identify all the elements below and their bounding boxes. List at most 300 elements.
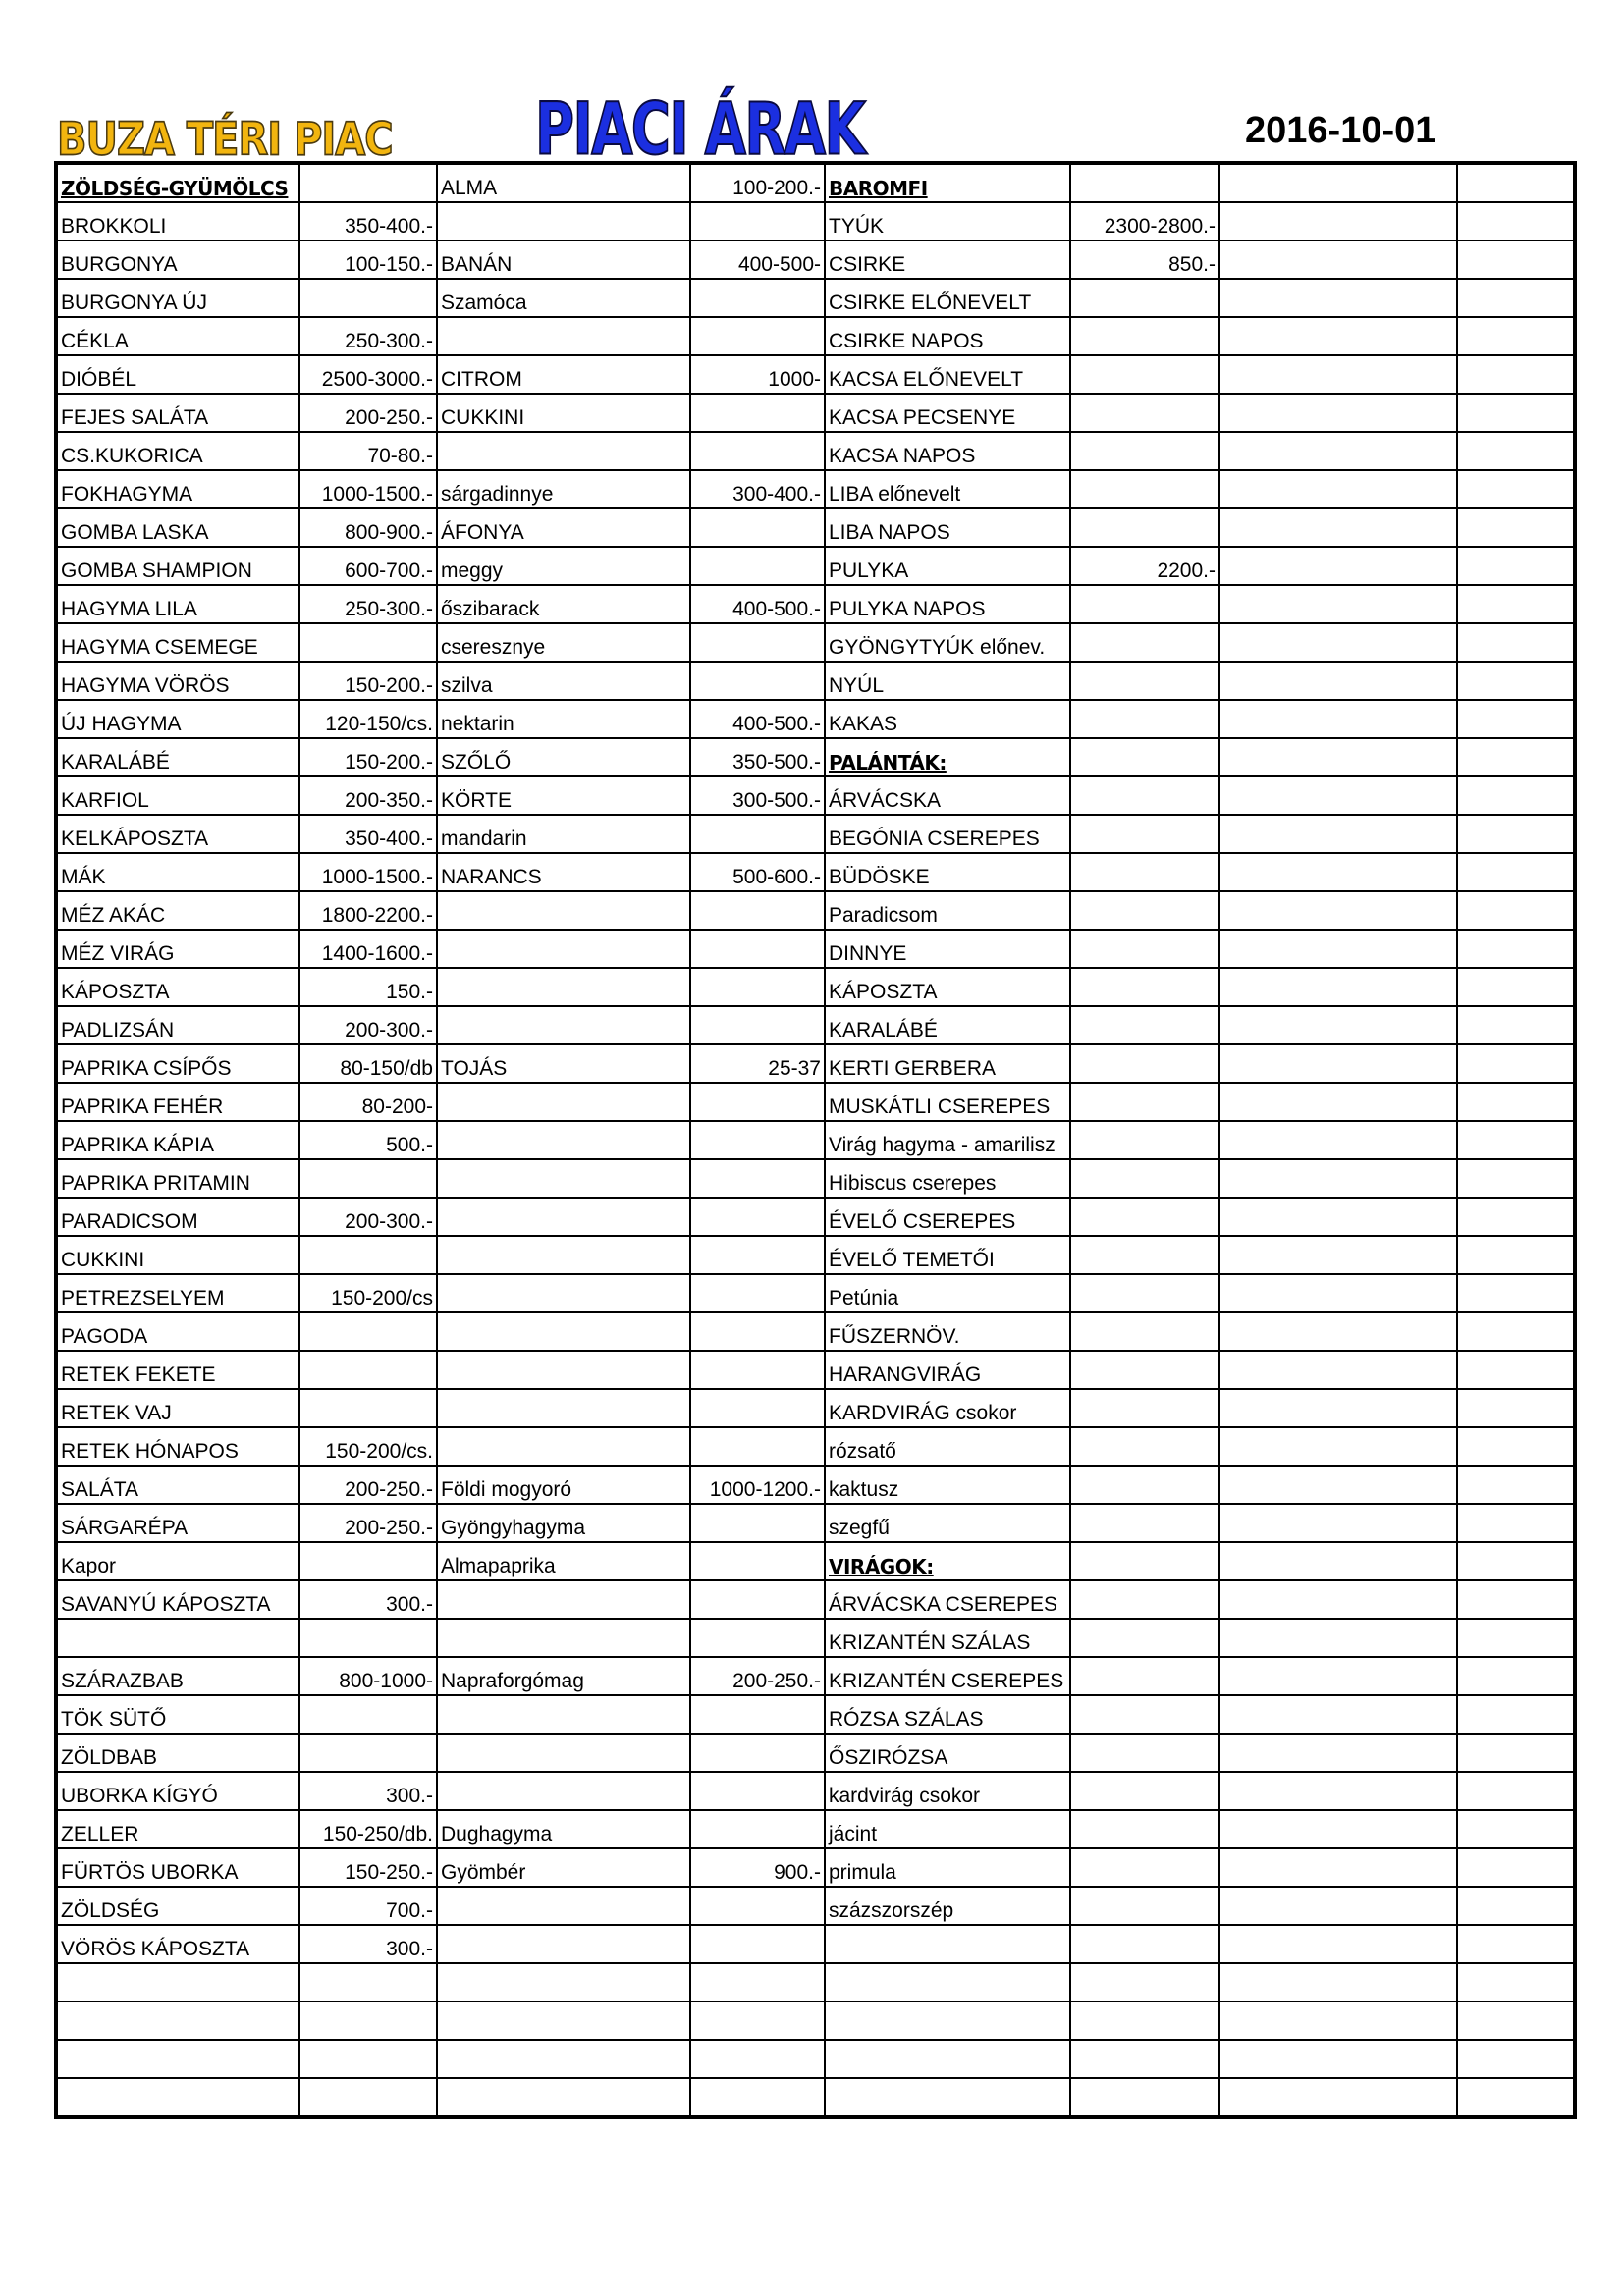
- price-cell: [1070, 1159, 1219, 1198]
- price-cell: [690, 2078, 825, 2117]
- price-cell: [1457, 1657, 1575, 1695]
- price-cell: [1070, 1772, 1219, 1810]
- item-name-cell: [825, 2078, 1070, 2117]
- item-name-cell: [437, 1963, 690, 2002]
- price-cell: [690, 662, 825, 700]
- table-row: [56, 1772, 1575, 1810]
- item-name-cell: BANÁN: [437, 240, 690, 279]
- item-name-cell: BURGONYA: [56, 240, 299, 279]
- table-row: [56, 1657, 1575, 1695]
- price-cell: 80-150/db: [299, 1044, 437, 1083]
- price-cell: [299, 1389, 437, 1427]
- price-cell: [1070, 1312, 1219, 1351]
- item-name-cell: ÉVELŐ CSEREPES: [825, 1198, 1070, 1236]
- item-name-cell: [1219, 1504, 1457, 1542]
- price-cell: 600-700.-: [299, 547, 437, 585]
- item-name-cell: [1219, 163, 1457, 202]
- item-name-cell: cseresznye: [437, 623, 690, 662]
- item-name-cell: [1219, 1925, 1457, 1963]
- item-name-cell: [1219, 1274, 1457, 1312]
- item-name-cell: szilva: [437, 662, 690, 700]
- item-name-cell: [437, 1274, 690, 1312]
- item-name-cell: [1219, 1848, 1457, 1887]
- price-cell: 350-400.-: [299, 815, 437, 853]
- price-cell: [1070, 1810, 1219, 1848]
- price-cell: 120-150/cs.: [299, 700, 437, 738]
- item-name-cell: [1219, 930, 1457, 968]
- price-cell: [1457, 623, 1575, 662]
- item-name-cell: [1219, 470, 1457, 508]
- table-row: [56, 776, 1575, 815]
- item-name-cell: [437, 930, 690, 968]
- item-name-cell: ÉVELŐ TEMETŐI: [825, 1236, 1070, 1274]
- price-cell: 1000-1500.-: [299, 470, 437, 508]
- price-cell: [1457, 1044, 1575, 1083]
- item-name-cell: CSIRKE: [825, 240, 1070, 279]
- price-cell: 150-250.-: [299, 1848, 437, 1887]
- item-name-cell: LIBA előnevelt: [825, 470, 1070, 508]
- price-cell: [1457, 2078, 1575, 2117]
- price-cell: [690, 202, 825, 240]
- price-cell: [1070, 776, 1219, 815]
- price-cell: [299, 1963, 437, 2002]
- table-row: [56, 815, 1575, 853]
- price-cell: [1457, 1274, 1575, 1312]
- table-row: [56, 1389, 1575, 1427]
- price-cell: [1070, 1619, 1219, 1657]
- price-cell: [690, 1427, 825, 1466]
- item-name-cell: [1219, 355, 1457, 394]
- price-cell: [1070, 1274, 1219, 1312]
- page-title: PIACI ÁRAK: [535, 86, 865, 172]
- table-row: [56, 470, 1575, 508]
- item-name-cell: ZÖLDBAB: [56, 1734, 299, 1772]
- price-cell: [299, 163, 437, 202]
- item-name-cell: Hibiscus cserepes: [825, 1159, 1070, 1198]
- item-name-cell: [56, 2078, 299, 2117]
- item-name-cell: [1219, 1198, 1457, 1236]
- price-cell: [299, 1542, 437, 1580]
- price-cell: [690, 1734, 825, 1772]
- price-cell: 500.-: [299, 1121, 437, 1159]
- price-cell: [1070, 968, 1219, 1006]
- price-cell: [1457, 1542, 1575, 1580]
- price-cell: [1457, 2002, 1575, 2040]
- table-row: [56, 1198, 1575, 1236]
- price-cell: [690, 1312, 825, 1351]
- price-cell: [1457, 1925, 1575, 1963]
- price-cell: 300.-: [299, 1772, 437, 1810]
- price-cell: 100-150.-: [299, 240, 437, 279]
- item-name-cell: [1219, 776, 1457, 815]
- item-name-cell: [1219, 1466, 1457, 1504]
- item-name-cell: TYÚK: [825, 202, 1070, 240]
- item-name-cell: [1219, 1772, 1457, 1810]
- item-name-cell: MÁK: [56, 853, 299, 891]
- price-cell: [1070, 1006, 1219, 1044]
- item-name-cell: FEJES SALÁTA: [56, 394, 299, 432]
- price-cell: [1070, 355, 1219, 394]
- price-cell: 150-200.-: [299, 662, 437, 700]
- item-name-cell: [1219, 623, 1457, 662]
- item-name-cell: [437, 1236, 690, 1274]
- table-row: [56, 968, 1575, 1006]
- item-name-cell: [1219, 1312, 1457, 1351]
- table-row: [56, 2002, 1575, 2040]
- item-name-cell: ÁRVÁCSKA CSEREPES: [825, 1580, 1070, 1619]
- price-cell: [690, 1695, 825, 1734]
- price-cell: 900.-: [690, 1848, 825, 1887]
- item-name-cell: sárgadinnye: [437, 470, 690, 508]
- price-cell: [1457, 585, 1575, 623]
- price-cell: 150.-: [299, 968, 437, 1006]
- item-name-cell: [1219, 1657, 1457, 1695]
- item-name-cell: [1219, 700, 1457, 738]
- item-name-cell: [1219, 1044, 1457, 1083]
- item-name-cell: [437, 1734, 690, 1772]
- price-cell: [1457, 891, 1575, 930]
- price-cell: [690, 1198, 825, 1236]
- item-name-cell: [56, 1963, 299, 2002]
- price-cell: [690, 623, 825, 662]
- table-row: [56, 279, 1575, 317]
- item-name-cell: KELKÁPOSZTA: [56, 815, 299, 853]
- item-name-cell: [1219, 1083, 1457, 1121]
- price-cell: [1457, 1236, 1575, 1274]
- price-cell: [690, 1963, 825, 2002]
- item-name-cell: [437, 317, 690, 355]
- price-cell: [1457, 776, 1575, 815]
- table-row: [56, 853, 1575, 891]
- price-cell: 1000-1200.-: [690, 1466, 825, 1504]
- item-name-cell: [56, 1619, 299, 1657]
- price-cell: [1457, 1887, 1575, 1925]
- price-cell: 200-300.-: [299, 1198, 437, 1236]
- item-name-cell: [437, 1159, 690, 1198]
- table-row: [56, 891, 1575, 930]
- price-cell: [1070, 317, 1219, 355]
- price-cell: [1457, 1619, 1575, 1657]
- item-name-cell: [437, 1427, 690, 1466]
- price-cell: 400-500-: [690, 240, 825, 279]
- price-cell: [1070, 1466, 1219, 1504]
- item-name-cell: KACSA NAPOS: [825, 432, 1070, 470]
- item-name-cell: jácint: [825, 1810, 1070, 1848]
- price-date: 2016-10-01: [1245, 110, 1436, 151]
- price-cell: 2300-2800.-: [1070, 202, 1219, 240]
- item-name-cell: meggy: [437, 547, 690, 585]
- item-name-cell: KÖRTE: [437, 776, 690, 815]
- price-cell: [1457, 1963, 1575, 2002]
- price-cell: [690, 1236, 825, 1274]
- price-cell: [1457, 317, 1575, 355]
- table-row: [56, 1695, 1575, 1734]
- table-row: [56, 1542, 1575, 1580]
- table-row: [56, 930, 1575, 968]
- price-cell: [299, 623, 437, 662]
- table-row: [56, 432, 1575, 470]
- price-cell: [1457, 1121, 1575, 1159]
- price-cell: [1070, 1351, 1219, 1389]
- item-name-cell: [1219, 1159, 1457, 1198]
- price-cell: 1800-2200.-: [299, 891, 437, 930]
- price-cell: [690, 317, 825, 355]
- item-name-cell: PAPRIKA KÁPIA: [56, 1121, 299, 1159]
- price-cell: [1070, 1083, 1219, 1121]
- section-heading: PALÁNTÁK:: [825, 738, 1070, 776]
- table-row: [56, 1427, 1575, 1466]
- price-cell: 400-500.-: [690, 585, 825, 623]
- item-name-cell: KRIZANTÉN CSEREPES: [825, 1657, 1070, 1695]
- item-name-cell: [1219, 968, 1457, 1006]
- table-row: [56, 662, 1575, 700]
- item-name-cell: [437, 1887, 690, 1925]
- price-cell: [1070, 432, 1219, 470]
- price-cell: [1457, 700, 1575, 738]
- item-name-cell: [1219, 1121, 1457, 1159]
- item-name-cell: [825, 1925, 1070, 1963]
- item-name-cell: TOJÁS: [437, 1044, 690, 1083]
- item-name-cell: [1219, 240, 1457, 279]
- item-name-cell: KÁPOSZTA: [56, 968, 299, 1006]
- price-cell: 400-500.-: [690, 700, 825, 738]
- price-cell: [690, 815, 825, 853]
- item-name-cell: SAVANYÚ KÁPOSZTA: [56, 1580, 299, 1619]
- item-name-cell: [1219, 738, 1457, 776]
- price-cell: [1457, 547, 1575, 585]
- price-cell: [1070, 1887, 1219, 1925]
- price-cell: [1457, 1198, 1575, 1236]
- price-cell: 350-500.-: [690, 738, 825, 776]
- price-cell: [299, 279, 437, 317]
- item-name-cell: százszorszép: [825, 1887, 1070, 1925]
- price-cell: [1457, 853, 1575, 891]
- price-cell: [1457, 1312, 1575, 1351]
- item-name-cell: Paradicsom: [825, 891, 1070, 930]
- price-cell: [1457, 1466, 1575, 1504]
- price-cell: 2200.-: [1070, 547, 1219, 585]
- item-name-cell: [1219, 662, 1457, 700]
- price-cell: [690, 2002, 825, 2040]
- item-name-cell: Kapor: [56, 1542, 299, 1580]
- section-heading: VIRÁGOK:: [825, 1542, 1070, 1580]
- item-name-cell: [437, 1121, 690, 1159]
- item-name-cell: [825, 1963, 1070, 2002]
- item-name-cell: PULYKA NAPOS: [825, 585, 1070, 623]
- price-cell: [299, 1695, 437, 1734]
- item-name-cell: LIBA NAPOS: [825, 508, 1070, 547]
- item-name-cell: DINNYE: [825, 930, 1070, 968]
- price-cell: [1457, 1810, 1575, 1848]
- table-row: [56, 163, 1575, 202]
- item-name-cell: ÁRVÁCSKA: [825, 776, 1070, 815]
- price-cell: [1070, 662, 1219, 700]
- item-name-cell: [825, 2040, 1070, 2078]
- price-cell: [299, 1619, 437, 1657]
- table-row: [56, 1504, 1575, 1542]
- price-cell: [1070, 508, 1219, 547]
- table-row: [56, 1312, 1575, 1351]
- price-cell: [299, 1351, 437, 1389]
- item-name-cell: KARALÁBÉ: [56, 738, 299, 776]
- section-heading: BAROMFI: [825, 163, 1070, 202]
- item-name-cell: VÖRÖS KÁPOSZTA: [56, 1925, 299, 1963]
- item-name-cell: [437, 2078, 690, 2117]
- table-row: [56, 1887, 1575, 1925]
- item-name-cell: HARANGVIRÁG: [825, 1351, 1070, 1389]
- table-row: [56, 1159, 1575, 1198]
- price-cell: [1070, 1198, 1219, 1236]
- item-name-cell: [1219, 1351, 1457, 1389]
- price-cell: [1457, 738, 1575, 776]
- price-cell: [299, 1312, 437, 1351]
- price-cell: 1400-1600.-: [299, 930, 437, 968]
- item-name-cell: [1219, 1887, 1457, 1925]
- price-cell: 25-37: [690, 1044, 825, 1083]
- price-cell: [1070, 930, 1219, 968]
- item-name-cell: GOMBA SHAMPION: [56, 547, 299, 585]
- price-cell: [690, 394, 825, 432]
- item-name-cell: [437, 1312, 690, 1351]
- item-name-cell: [1219, 1619, 1457, 1657]
- price-cell: [1457, 2040, 1575, 2078]
- price-cell: [690, 1389, 825, 1427]
- price-cell: 800-900.-: [299, 508, 437, 547]
- price-cell: [1070, 1427, 1219, 1466]
- price-cell: 70-80.-: [299, 432, 437, 470]
- price-cell: 500-600.-: [690, 853, 825, 891]
- price-cell: [1070, 2040, 1219, 2078]
- price-cell: [299, 1236, 437, 1274]
- item-name-cell: [437, 891, 690, 930]
- price-cell: 200-250.-: [690, 1657, 825, 1695]
- table-row: [56, 1810, 1575, 1848]
- price-cell: [1457, 1389, 1575, 1427]
- item-name-cell: BURGONYA ÚJ: [56, 279, 299, 317]
- item-name-cell: NYÚL: [825, 662, 1070, 700]
- table-row: [56, 1236, 1575, 1274]
- price-cell: [1070, 1734, 1219, 1772]
- item-name-cell: kaktusz: [825, 1466, 1070, 1504]
- item-name-cell: Dughagyma: [437, 1810, 690, 1848]
- price-cell: [690, 1121, 825, 1159]
- price-cell: 1000-: [690, 355, 825, 394]
- price-cell: [1070, 470, 1219, 508]
- item-name-cell: [1219, 279, 1457, 317]
- table-row: [56, 1925, 1575, 1963]
- price-cell: [1070, 738, 1219, 776]
- item-name-cell: PAGODA: [56, 1312, 299, 1351]
- item-name-cell: ŐSZIRÓZSA: [825, 1734, 1070, 1772]
- price-cell: 200-300.-: [299, 1006, 437, 1044]
- item-name-cell: [437, 1351, 690, 1389]
- table-row: [56, 1580, 1575, 1619]
- item-name-cell: FÜRTÖS UBORKA: [56, 1848, 299, 1887]
- item-name-cell: [1219, 585, 1457, 623]
- price-cell: 350-400.-: [299, 202, 437, 240]
- item-name-cell: SALÁTA: [56, 1466, 299, 1504]
- item-name-cell: KARFIOL: [56, 776, 299, 815]
- price-cell: [1457, 1006, 1575, 1044]
- item-name-cell: FOKHAGYMA: [56, 470, 299, 508]
- price-cell: [690, 1887, 825, 1925]
- price-cell: [690, 1580, 825, 1619]
- price-cell: 300.-: [299, 1580, 437, 1619]
- item-name-cell: ÚJ HAGYMA: [56, 700, 299, 738]
- item-name-cell: CUKKINI: [56, 1236, 299, 1274]
- price-cell: [690, 930, 825, 968]
- price-cell: [1070, 815, 1219, 853]
- item-name-cell: MÉZ VIRÁG: [56, 930, 299, 968]
- item-name-cell: BÜDÖSKE: [825, 853, 1070, 891]
- item-name-cell: PULYKA: [825, 547, 1070, 585]
- item-name-cell: [437, 1389, 690, 1427]
- item-name-cell: PAPRIKA PRITAMIN: [56, 1159, 299, 1198]
- item-name-cell: [1219, 2040, 1457, 2078]
- price-cell: [690, 279, 825, 317]
- price-cell: 200-350.-: [299, 776, 437, 815]
- item-name-cell: [1219, 1006, 1457, 1044]
- item-name-cell: CS.KUKORICA: [56, 432, 299, 470]
- price-cell: [1457, 1734, 1575, 1772]
- item-name-cell: BEGÓNIA CSEREPES: [825, 815, 1070, 853]
- item-name-cell: kardvirág csokor: [825, 1772, 1070, 1810]
- item-name-cell: KACSA ELŐNEVELT: [825, 355, 1070, 394]
- price-cell: [1070, 891, 1219, 930]
- item-name-cell: [1219, 432, 1457, 470]
- item-name-cell: [1219, 891, 1457, 930]
- price-cell: [299, 1734, 437, 1772]
- price-cell: [690, 1810, 825, 1848]
- price-cell: [690, 968, 825, 1006]
- price-cell: 150-250/db.: [299, 1810, 437, 1848]
- item-name-cell: rózsatő: [825, 1427, 1070, 1466]
- item-name-cell: PADLIZSÁN: [56, 1006, 299, 1044]
- item-name-cell: [437, 202, 690, 240]
- price-cell: [1070, 585, 1219, 623]
- price-cell: [690, 432, 825, 470]
- item-name-cell: PARADICSOM: [56, 1198, 299, 1236]
- item-name-cell: [1219, 1542, 1457, 1580]
- price-cell: [1457, 1504, 1575, 1542]
- item-name-cell: [437, 2002, 690, 2040]
- price-cell: [1070, 1044, 1219, 1083]
- price-cell: [1070, 394, 1219, 432]
- price-cell: [690, 1504, 825, 1542]
- item-name-cell: Gyöngyhagyma: [437, 1504, 690, 1542]
- item-name-cell: szegfű: [825, 1504, 1070, 1542]
- item-name-cell: [437, 1083, 690, 1121]
- price-cell: [690, 1925, 825, 1963]
- item-name-cell: PETREZSELYEM: [56, 1274, 299, 1312]
- item-name-cell: [437, 1198, 690, 1236]
- price-cell: [1070, 853, 1219, 891]
- price-cell: [690, 2040, 825, 2078]
- price-cell: [690, 547, 825, 585]
- item-name-cell: CSIRKE NAPOS: [825, 317, 1070, 355]
- item-name-cell: Petúnia: [825, 1274, 1070, 1312]
- item-name-cell: HAGYMA VÖRÖS: [56, 662, 299, 700]
- price-cell: [299, 2002, 437, 2040]
- item-name-cell: [1219, 1580, 1457, 1619]
- item-name-cell: [1219, 317, 1457, 355]
- price-cell: [1070, 1657, 1219, 1695]
- price-cell: 300-400.-: [690, 470, 825, 508]
- price-cell: [1070, 1389, 1219, 1427]
- table-row: [56, 508, 1575, 547]
- price-cell: [1457, 279, 1575, 317]
- item-name-cell: [437, 1580, 690, 1619]
